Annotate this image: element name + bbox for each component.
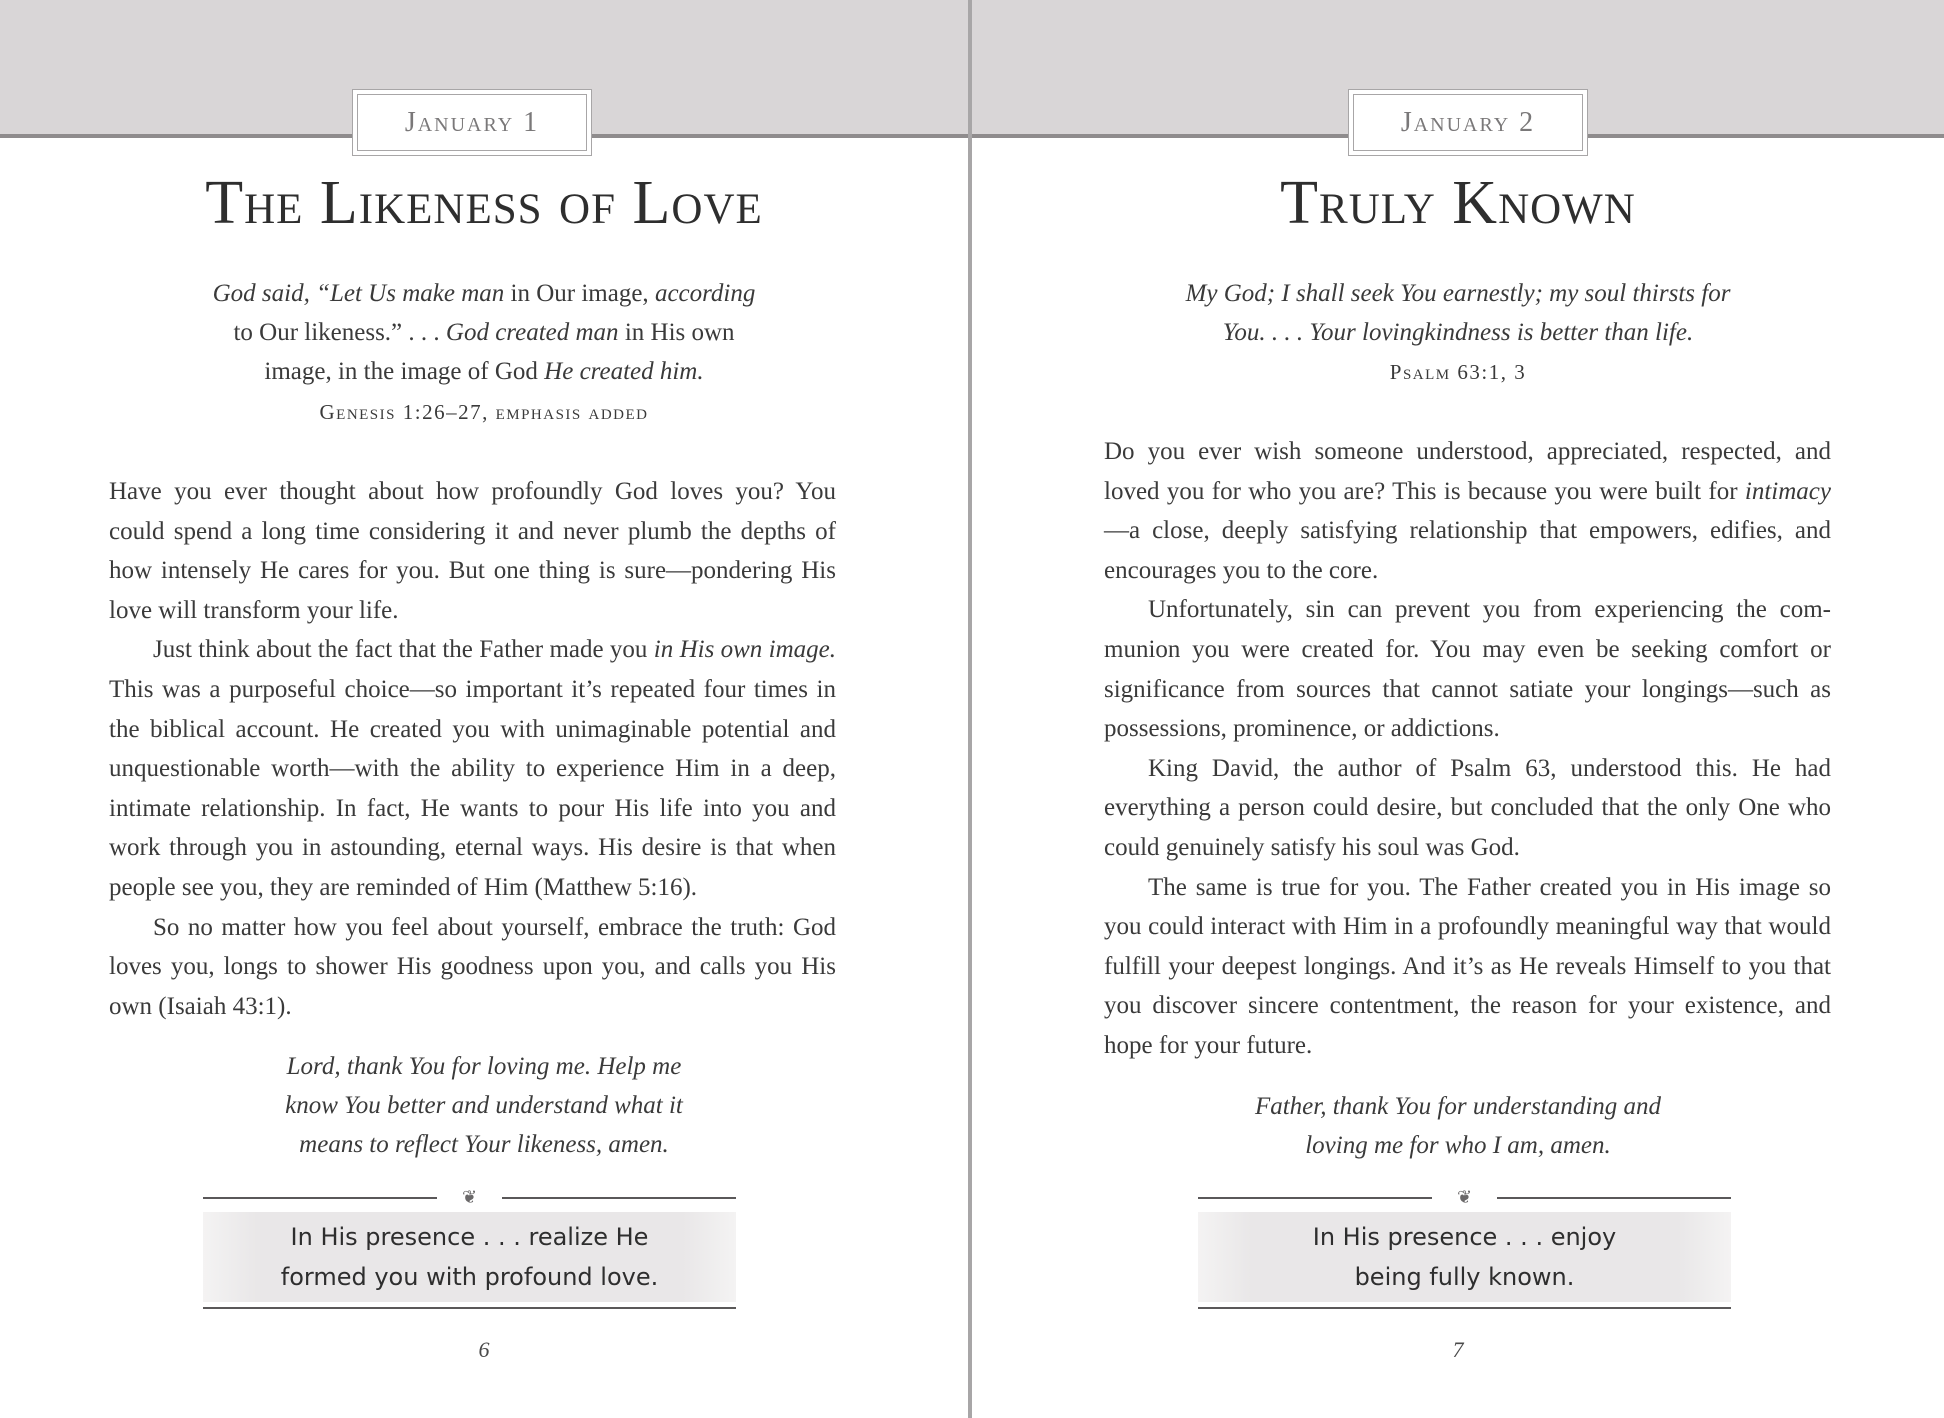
presence-callout bbox=[203, 1212, 736, 1302]
divider-line bbox=[1198, 1197, 1432, 1199]
devotional-body bbox=[1104, 432, 1831, 1066]
devotional-body bbox=[109, 472, 836, 1026]
body-paragraph: Do you ever wish someone understood, appreciated, respected, and loved you for who you are? This is because you were built for intimacy—a close, deeply satisfying relationship that empowers, edifies, and encourages you to the core. bbox=[1104, 438, 1831, 584]
scripture-reference: Psalm 63:1, 3 bbox=[1389, 360, 1527, 384]
date-label-box bbox=[1348, 89, 1588, 156]
prayer-line: means to reflect Your likeness, amen. bbox=[299, 1131, 669, 1158]
divider-line bbox=[502, 1197, 736, 1199]
closing-prayer bbox=[972, 1087, 1944, 1165]
left-page bbox=[0, 0, 968, 1418]
fleuron-icon: ❦ bbox=[461, 1187, 478, 1208]
callout-bottom-rule bbox=[1198, 1307, 1731, 1309]
date-label: January 1 bbox=[357, 94, 587, 151]
presence-line: formed you with profound love. bbox=[280, 1263, 659, 1291]
verse-line: My God; I shall seek You earnestly; my soul thirsts for bbox=[1185, 280, 1731, 307]
divider-line bbox=[1497, 1197, 1731, 1199]
scripture-reference: Genesis 1:26–27, emphasis added bbox=[319, 400, 649, 424]
presence-line: being fully known. bbox=[1354, 1263, 1575, 1291]
body-paragraph: Just think about the fact that the Father made you in His own image. This was a purposeful choice—so important it’s repeated four times in the biblical account. He created you with unimaginable potential and unquestionable worth—with the ability to experience Him in a deep, intimate relationship. In fact, He wants to pour His life into you and work through you in astounding, eternal ways. His desire is that when people see you, they are reminded of Him (Matthew 5:16). bbox=[109, 636, 836, 901]
date-label-box bbox=[352, 89, 592, 156]
date-label: January 2 bbox=[1353, 94, 1583, 151]
ornament-divider bbox=[203, 1187, 736, 1207]
page-number: 6 bbox=[478, 1337, 490, 1362]
presence-callout bbox=[1198, 1212, 1731, 1302]
scripture-verse bbox=[972, 274, 1944, 352]
right-page bbox=[972, 0, 1944, 1418]
verse-line: image, in the image of God He created him. bbox=[264, 358, 704, 385]
devotional-title: The Likeness of Love bbox=[205, 169, 763, 237]
verse-line: You. . . . Your lovingkindness is better than life. bbox=[1222, 319, 1694, 346]
prayer-line: know You better and understand what it bbox=[285, 1092, 683, 1119]
page-number: 7 bbox=[1452, 1337, 1464, 1362]
body-paragraph: Unfortunately, sin can prevent you from experiencing the communion you were created for. You may even be seeking comfort or significance from sources that cannot satiate your longings—such as possessions, prominence, or addictions. bbox=[1104, 596, 1831, 743]
prayer-line: Lord, thank You for loving me. Help me bbox=[286, 1053, 682, 1080]
scripture-verse bbox=[0, 274, 968, 391]
body-paragraph: Have you ever thought about how profoundly God loves you? You could spend a long time considering it and never plumb the depths of how intensely He cares for you. But one thing is sure—pondering His love will transform your life. bbox=[109, 478, 836, 624]
presence-line: In His presence . . . enjoy bbox=[1312, 1223, 1617, 1251]
closing-prayer bbox=[0, 1047, 968, 1164]
callout-bottom-rule bbox=[203, 1307, 736, 1309]
verse-line: God said, “Let Us make man in Our image, according bbox=[212, 280, 756, 307]
fleuron-icon: ❦ bbox=[1456, 1187, 1473, 1208]
presence-line: In His presence . . . realize He bbox=[290, 1223, 649, 1251]
prayer-line: Father, thank You for understanding and bbox=[1254, 1093, 1662, 1120]
verse-line: to Our likeness.” . . . God created man in His own bbox=[233, 319, 735, 346]
devotional-title: Truly Known bbox=[1280, 169, 1636, 237]
divider-line bbox=[203, 1197, 437, 1199]
body-paragraph: King David, the author of Psalm 63, understood this. He had everything a person could desire, but concluded that the only One who could genuinely satisfy his soul was God. bbox=[1104, 754, 1831, 861]
prayer-line: loving me for who I am, amen. bbox=[1305, 1132, 1611, 1159]
ornament-divider bbox=[1198, 1187, 1731, 1207]
body-paragraph: So no matter how you feel about yourself, embrace the truth: God loves you, longs to shower His goodness upon you, and calls you His own (Isaiah 43:1). bbox=[109, 913, 836, 1020]
body-paragraph: The same is true for you. The Father created you in His image so you could interact with Him in a profoundly meaningful way that would fulfill your deepest longings. And it’s as He reveals Himself to you that you discover sincere contentment, the reason for your existence, and hope for your future. bbox=[1104, 873, 1831, 1059]
